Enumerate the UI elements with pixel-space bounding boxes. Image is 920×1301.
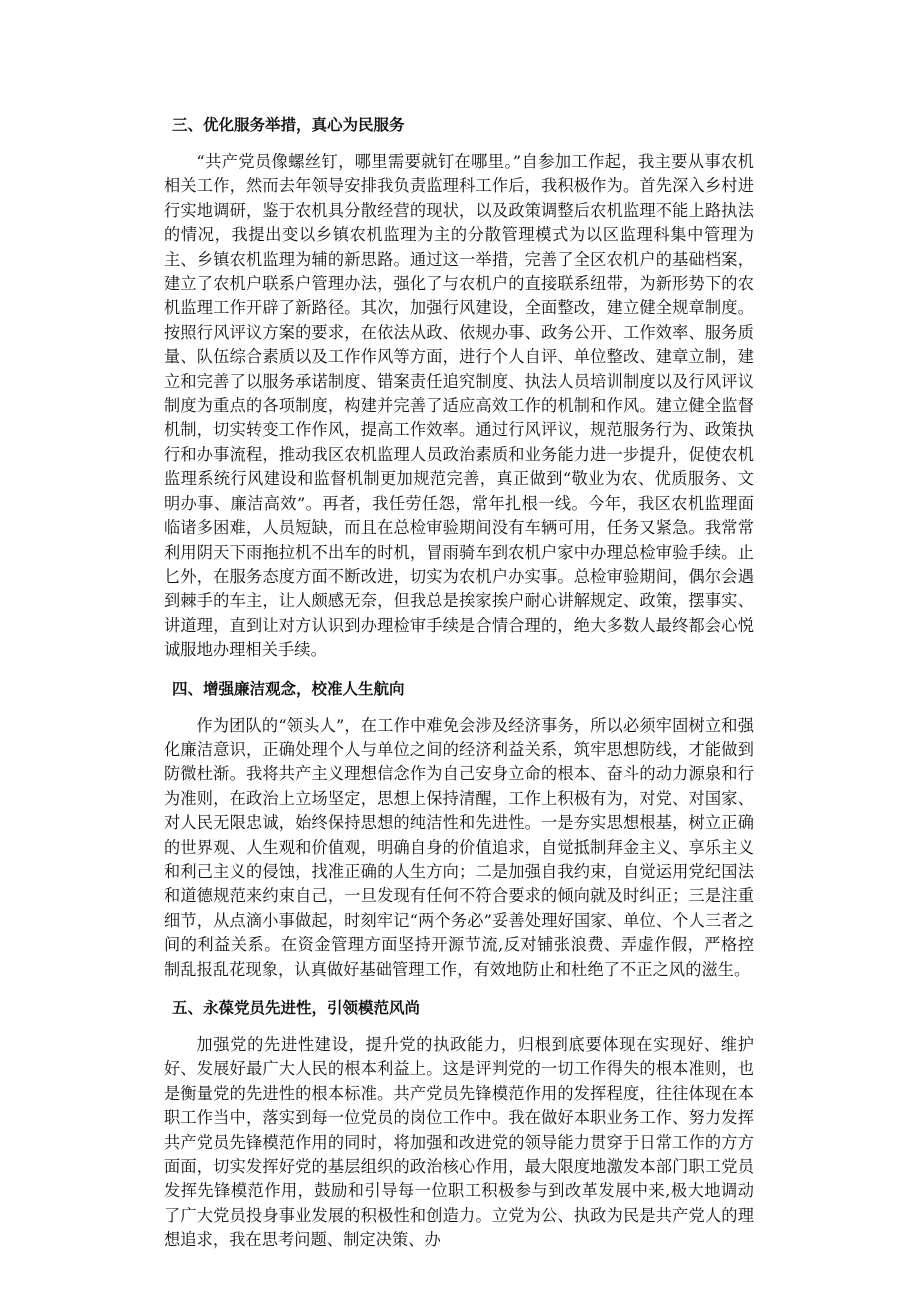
section-4-paragraph: 作为团队的“领头人”，在工作中难免会涉及经济事务，所以必须牢固树立和强化廉洁意识，正确处理个人与单位之间的经济利益关系，筑牢思想防线，才能做到防微杜渐。我将共产主义理想信念作为自己安身立命的根本、奋斗的动力源泉和行为准则，在政治上立场坚定，思想上保持清醒，工作上积极有为，对党、对国家、对人民无限忠诚，始终保持思想的纯洁性和先进性。一是夯实思想根基，树立正确的世界观、人生观和价值观，明确自身的价值追求，自觉抵制拜金主义、享乐主义和利己主义的侵蚀，找准正确的人生方向；二是加强自我约束，自觉运用党纪国法和道德规范来约束自己，一旦发现有任何不符合要求的倾向就及时纠正；三是注重细节，从点滴小事做起，时刻牢记“两个务必”妥善处理好国家、单位、个人三者之间的利益关系。在资金管理方面坚持开源节流,反对铺张浪费、弄虚作假，严格控制乱报乱花现象，认真做好基础管理工作，有效地防止和杜绝了不正之风的滋生。: [164, 715, 754, 979]
section-5-heading: 五、永葆党员先进性，引领模范风尚: [172, 999, 421, 1017]
section-3-heading: 三、优化服务举措，真心为民服务: [172, 116, 405, 134]
section-3-paragraph: “共产党员像螺丝钉，哪里需要就钉在哪里。”自参加工作起，我主要从事农机相关工作，然而去年领导安排我负责监理科工作后，我积极作为。首先深入乡村进行实地调研，鉴于农机具分散经营的现状，以及政策调整后农机监理不能上路执法的情况，我提出变以乡镇农机监理为主的分散管理模式为以区监理科集中管理为主、乡镇农机监理为辅的新思路。通过这一举措，完善了全区农机户的基础档案，建立了农机户联系户管理办法，强化了与农机户的直接联系纽带，为新形势下的农机监理工作开辟了新路径。其次，加强行风建设，全面整改，建立健全规章制度。按照行风评议方案的要求，在依法从政、依规办事、政务公开、工作效率、服务质量、队伍综合素质以及工作作风等方面，进行个人自评、单位整改、建章立制，建立和完善了以服务承诺制度、错案责任追究制度、执法人员培训制度以及行风评议制度为重点的各项制度，构建并完善了适应高效工作的机制和作风。建立健全监督机制，切实转变工作作风，提高工作效率。通过行风评议，规范服务行为、政策执行和办事流程，推动我区农机监理人员政治素质和业务能力进一步提升，促使农机监理系统行风建设和监督机制更加规范完善，真正做到“敬业为农、优质服务、文明办事、廉洁高效”。再者，我任劳任怨，常年扎根一线。今年，我区农机监理面临诸多困难，人员短缺，而且在总检审验期间没有车辆可用，任务又紧急。我常常利用阴天下雨拖拉机不出车的时机，冒雨骑车到农机户家中办理总检审验手续。止匕外，在服务态度方面不断改进，切实为农机户办实事。总检审验期间，偶尔会遇到棘手的车主，让人颇感无奈，但我总是挨家挨户耐心讲解规定、政策，摆事实、讲道理，直到让对方认识到办理检审手续是合情合理的，绝大多数人最终都会心悦诚服地办理相关手续。: [164, 152, 754, 660]
section-4-heading: 四、增强廉洁观念，校准人生航向: [172, 679, 405, 698]
section-5-paragraph: 加强党的先进性建设，提升党的执政能力，归根到底要体现在实现好、维护好、发展好最广大人民的根本利益上。这是评判党的一切工作得失的根本准则，也是衡量党的先进性的根本标准。共产党员先锋模范作用的发挥程度，往往体现在本职工作当中，落实到每一位党员的岗位工作中。我在做好本职业务工作、努力发挥共产党员先锋模范作用的同时，将加强和改进党的领导能力贯穿于日常工作的方方面面，切实发挥好党的基层组织的政治核心作用，最大限度地激发本部门职工党员发挥先锋模范作用，鼓励和引导每一位职工积极参与到改革发展中来,极大地调动了广大党员投身事业发展的积极性和创造力。立党为公、执政为民是共产党人的理想追求，我在思考问题、制定决策、办: [164, 1035, 754, 1250]
document-body: [164, 112, 754, 1253]
